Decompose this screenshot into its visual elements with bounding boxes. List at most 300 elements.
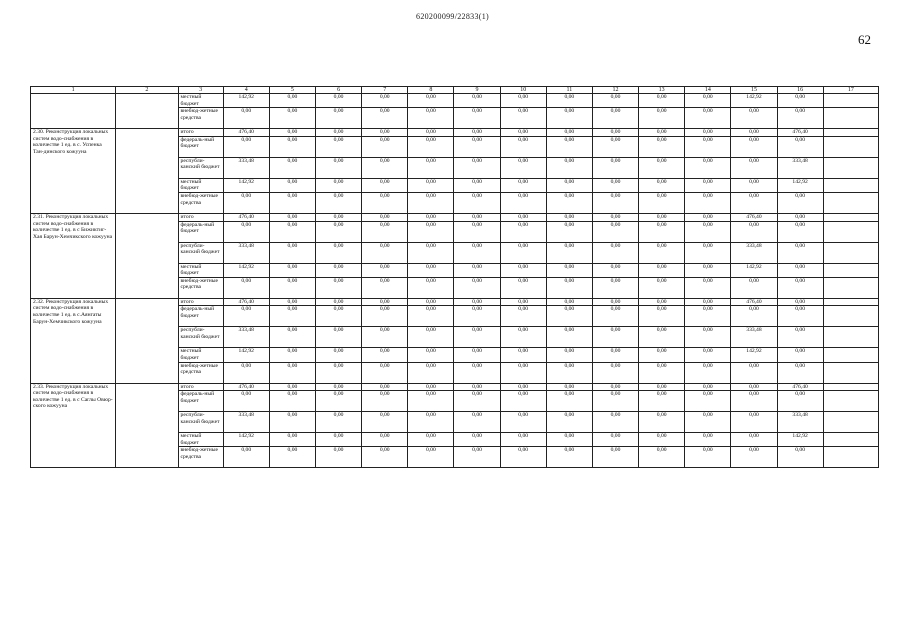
value-cell: 0,00 — [639, 306, 685, 327]
measure-description: 2.31. Реконструкция локальных систем водо-снабжения в количестве 1 ед. в с Бижиктиг-Хая Барун-Хемчикского кожууна — [31, 213, 116, 298]
value-cell: 0,00 — [315, 447, 361, 468]
value-cell: 0,00 — [362, 94, 408, 108]
value-cell: 0,00 — [777, 298, 823, 306]
notes-cell — [823, 277, 878, 298]
value-cell: 0,00 — [685, 383, 731, 391]
value-cell: 0,00 — [685, 391, 731, 412]
value-cell: 0,00 — [592, 178, 638, 192]
value-cell: 0,00 — [408, 242, 454, 263]
value-cell: 0,00 — [315, 362, 361, 383]
value-cell: 0,00 — [546, 242, 592, 263]
table-row — [31, 129, 879, 137]
value-cell: 0,00 — [500, 327, 546, 348]
value-cell: 0,00 — [315, 412, 361, 433]
value-cell: 0,00 — [315, 129, 361, 137]
funding-source: республи-канский бюджет — [178, 242, 223, 263]
value-cell: 0,00 — [500, 108, 546, 129]
value-cell: 0,00 — [454, 348, 500, 362]
funding-source: внебюд-жетные средства — [178, 447, 223, 468]
value-cell: 0,00 — [685, 108, 731, 129]
column-number: 2 — [116, 87, 178, 94]
value-cell: 0,00 — [731, 391, 777, 412]
value-cell: 0,00 — [408, 108, 454, 129]
value-cell: 0,00 — [315, 433, 361, 447]
value-cell: 0,00 — [500, 192, 546, 213]
value-cell: 0,00 — [592, 129, 638, 137]
value-cell: 0,00 — [777, 306, 823, 327]
value-cell: 0,00 — [777, 213, 823, 221]
value-cell: 0,00 — [223, 192, 269, 213]
value-cell: 333,48 — [731, 327, 777, 348]
notes-cell — [823, 221, 878, 242]
value-cell: 0,00 — [408, 327, 454, 348]
column-number: 17 — [823, 87, 878, 94]
value-cell: 0,00 — [592, 213, 638, 221]
value-cell: 0,00 — [592, 136, 638, 157]
value-cell: 0,00 — [500, 213, 546, 221]
notes-cell — [823, 306, 878, 327]
value-cell: 0,00 — [685, 213, 731, 221]
value-cell: 0,00 — [408, 129, 454, 137]
value-cell: 0,00 — [269, 221, 315, 242]
value-cell: 0,00 — [546, 277, 592, 298]
value-cell: 0,00 — [408, 277, 454, 298]
value-cell: 0,00 — [315, 327, 361, 348]
value-cell: 0,00 — [362, 327, 408, 348]
budget-table — [30, 86, 879, 468]
value-cell: 0,00 — [454, 242, 500, 263]
value-cell: 142,92 — [223, 348, 269, 362]
value-cell: 0,00 — [546, 447, 592, 468]
value-cell: 0,00 — [408, 447, 454, 468]
value-cell: 0,00 — [685, 362, 731, 383]
value-cell: 0,00 — [408, 348, 454, 362]
value-cell: 0,00 — [777, 192, 823, 213]
column-number: 3 — [178, 87, 223, 94]
value-cell: 0,00 — [639, 362, 685, 383]
value-cell: 0,00 — [639, 108, 685, 129]
executor-cell — [116, 94, 178, 129]
value-cell: 333,48 — [223, 157, 269, 178]
value-cell: 476,40 — [777, 129, 823, 137]
value-cell: 0,00 — [777, 277, 823, 298]
value-cell: 0,00 — [685, 263, 731, 277]
value-cell: 0,00 — [546, 108, 592, 129]
value-cell: 0,00 — [454, 433, 500, 447]
value-cell: 0,00 — [592, 348, 638, 362]
value-cell: 0,00 — [592, 157, 638, 178]
funding-source: внебюд-жетные средства — [178, 362, 223, 383]
page-number: 62 — [858, 32, 871, 47]
value-cell: 0,00 — [500, 383, 546, 391]
measure-description — [31, 94, 116, 129]
value-cell: 0,00 — [685, 306, 731, 327]
value-cell: 0,00 — [500, 306, 546, 327]
value-cell: 0,00 — [408, 192, 454, 213]
value-cell: 0,00 — [777, 447, 823, 468]
value-cell: 0,00 — [269, 412, 315, 433]
value-cell: 476,40 — [223, 213, 269, 221]
value-cell: 0,00 — [269, 242, 315, 263]
value-cell: 0,00 — [454, 157, 500, 178]
value-cell: 0,00 — [777, 221, 823, 242]
funding-source: федераль-ный бюджет — [178, 136, 223, 157]
value-cell: 0,00 — [269, 213, 315, 221]
value-cell: 0,00 — [777, 362, 823, 383]
value-cell: 476,40 — [223, 298, 269, 306]
value-cell: 142,92 — [731, 94, 777, 108]
value-cell: 0,00 — [639, 221, 685, 242]
funding-source: внебюд-жетные средства — [178, 192, 223, 213]
value-cell: 0,00 — [546, 391, 592, 412]
value-cell: 0,00 — [454, 298, 500, 306]
value-cell: 476,40 — [731, 213, 777, 221]
value-cell: 0,00 — [546, 157, 592, 178]
value-cell: 0,00 — [362, 136, 408, 157]
notes-cell — [823, 348, 878, 362]
value-cell: 0,00 — [454, 178, 500, 192]
value-cell: 0,00 — [639, 263, 685, 277]
value-cell: 0,00 — [592, 263, 638, 277]
value-cell: 0,00 — [500, 263, 546, 277]
value-cell: 142,92 — [223, 433, 269, 447]
value-cell: 0,00 — [546, 298, 592, 306]
value-cell: 0,00 — [777, 242, 823, 263]
value-cell: 142,92 — [731, 348, 777, 362]
notes-cell — [823, 108, 878, 129]
value-cell: 0,00 — [592, 391, 638, 412]
value-cell: 0,00 — [454, 362, 500, 383]
value-cell: 0,00 — [454, 391, 500, 412]
value-cell: 0,00 — [592, 298, 638, 306]
value-cell: 0,00 — [500, 391, 546, 412]
value-cell: 0,00 — [592, 383, 638, 391]
notes-cell — [823, 263, 878, 277]
value-cell: 0,00 — [362, 362, 408, 383]
value-cell: 0,00 — [546, 327, 592, 348]
value-cell: 0,00 — [731, 306, 777, 327]
value-cell: 0,00 — [500, 412, 546, 433]
value-cell: 0,00 — [269, 129, 315, 137]
funding-source: местный бюджет — [178, 178, 223, 192]
value-cell: 142,92 — [223, 94, 269, 108]
value-cell: 0,00 — [546, 94, 592, 108]
value-cell: 0,00 — [269, 192, 315, 213]
value-cell: 0,00 — [408, 383, 454, 391]
value-cell: 0,00 — [685, 129, 731, 137]
value-cell: 0,00 — [685, 136, 731, 157]
notes-cell — [823, 412, 878, 433]
executor-cell — [116, 213, 178, 298]
value-cell: 0,00 — [639, 447, 685, 468]
value-cell: 333,48 — [777, 157, 823, 178]
table-row — [31, 383, 879, 391]
value-cell: 0,00 — [685, 94, 731, 108]
value-cell: 0,00 — [223, 136, 269, 157]
value-cell: 0,00 — [639, 94, 685, 108]
value-cell: 0,00 — [685, 327, 731, 348]
value-cell: 0,00 — [454, 327, 500, 348]
value-cell: 142,92 — [777, 178, 823, 192]
executor-cell — [116, 383, 178, 468]
funding-source: федераль-ный бюджет — [178, 391, 223, 412]
value-cell: 0,00 — [362, 178, 408, 192]
notes-cell — [823, 213, 878, 221]
value-cell: 0,00 — [685, 298, 731, 306]
column-number-row — [31, 87, 879, 94]
value-cell: 0,00 — [454, 213, 500, 221]
value-cell: 0,00 — [685, 412, 731, 433]
value-cell: 0,00 — [315, 242, 361, 263]
value-cell: 0,00 — [685, 242, 731, 263]
value-cell: 0,00 — [362, 129, 408, 137]
value-cell: 0,00 — [408, 362, 454, 383]
value-cell: 0,00 — [731, 383, 777, 391]
value-cell: 0,00 — [500, 348, 546, 362]
value-cell: 0,00 — [731, 433, 777, 447]
value-cell: 0,00 — [500, 94, 546, 108]
value-cell: 0,00 — [639, 213, 685, 221]
measure-description: 2.33. Реконструкция локальных систем водо-снабжения в количестве 1 ед. в с Саглы Овюр-ского кожууна — [31, 383, 116, 468]
value-cell: 0,00 — [454, 136, 500, 157]
value-cell: 0,00 — [685, 157, 731, 178]
value-cell: 0,00 — [315, 391, 361, 412]
value-cell: 0,00 — [315, 94, 361, 108]
value-cell: 0,00 — [315, 213, 361, 221]
notes-cell — [823, 383, 878, 391]
value-cell: 0,00 — [546, 433, 592, 447]
value-cell: 142,92 — [731, 263, 777, 277]
funding-source: итого — [178, 213, 223, 221]
value-cell: 0,00 — [592, 94, 638, 108]
funding-source: местный бюджет — [178, 348, 223, 362]
value-cell: 0,00 — [454, 129, 500, 137]
notes-cell — [823, 327, 878, 348]
value-cell: 0,00 — [408, 298, 454, 306]
value-cell: 0,00 — [223, 108, 269, 129]
value-cell: 0,00 — [223, 391, 269, 412]
value-cell: 0,00 — [454, 221, 500, 242]
value-cell: 0,00 — [546, 348, 592, 362]
value-cell: 0,00 — [546, 362, 592, 383]
value-cell: 0,00 — [685, 277, 731, 298]
value-cell: 0,00 — [362, 221, 408, 242]
value-cell: 0,00 — [731, 362, 777, 383]
value-cell: 476,40 — [223, 129, 269, 137]
notes-cell — [823, 136, 878, 157]
value-cell: 0,00 — [546, 213, 592, 221]
value-cell: 0,00 — [315, 277, 361, 298]
value-cell: 0,00 — [454, 108, 500, 129]
value-cell: 0,00 — [777, 263, 823, 277]
value-cell: 0,00 — [639, 298, 685, 306]
value-cell: 0,00 — [362, 433, 408, 447]
value-cell: 0,00 — [500, 433, 546, 447]
funding-source: внебюд-жетные средства — [178, 108, 223, 129]
value-cell: 0,00 — [592, 108, 638, 129]
value-cell: 142,92 — [777, 433, 823, 447]
value-cell: 0,00 — [639, 383, 685, 391]
value-cell: 0,00 — [362, 192, 408, 213]
value-cell: 0,00 — [315, 306, 361, 327]
value-cell: 0,00 — [731, 136, 777, 157]
column-number: 15 — [731, 87, 777, 94]
value-cell: 0,00 — [685, 447, 731, 468]
value-cell: 0,00 — [731, 412, 777, 433]
value-cell: 0,00 — [362, 298, 408, 306]
value-cell: 0,00 — [315, 221, 361, 242]
value-cell: 0,00 — [592, 362, 638, 383]
value-cell: 0,00 — [731, 192, 777, 213]
value-cell: 0,00 — [546, 383, 592, 391]
value-cell: 0,00 — [408, 391, 454, 412]
value-cell: 0,00 — [408, 306, 454, 327]
measure-description: 2.32. Реконструкция локальных систем водо-снабжения в количестве 1 ед. в с.Аянгаты Барун-Хемчикского кожууна — [31, 298, 116, 383]
value-cell: 0,00 — [269, 263, 315, 277]
value-cell: 0,00 — [777, 94, 823, 108]
value-cell: 0,00 — [269, 327, 315, 348]
value-cell: 0,00 — [731, 108, 777, 129]
value-cell: 0,00 — [500, 298, 546, 306]
value-cell: 0,00 — [592, 327, 638, 348]
value-cell: 0,00 — [685, 433, 731, 447]
value-cell: 0,00 — [592, 447, 638, 468]
value-cell: 0,00 — [731, 157, 777, 178]
notes-cell — [823, 129, 878, 137]
value-cell: 333,48 — [223, 327, 269, 348]
notes-cell — [823, 433, 878, 447]
value-cell: 0,00 — [408, 94, 454, 108]
value-cell: 142,92 — [223, 178, 269, 192]
column-number: 11 — [546, 87, 592, 94]
value-cell: 0,00 — [500, 277, 546, 298]
value-cell: 0,00 — [408, 412, 454, 433]
funding-source: внебюд-жетные средства — [178, 277, 223, 298]
value-cell: 0,00 — [315, 157, 361, 178]
value-cell: 0,00 — [315, 136, 361, 157]
value-cell: 0,00 — [315, 348, 361, 362]
value-cell: 0,00 — [269, 433, 315, 447]
value-cell: 0,00 — [454, 192, 500, 213]
value-cell: 0,00 — [223, 306, 269, 327]
value-cell: 0,00 — [500, 129, 546, 137]
value-cell: 0,00 — [500, 362, 546, 383]
value-cell: 0,00 — [362, 447, 408, 468]
value-cell: 0,00 — [408, 213, 454, 221]
value-cell: 0,00 — [223, 447, 269, 468]
notes-cell — [823, 242, 878, 263]
value-cell: 0,00 — [315, 178, 361, 192]
value-cell: 333,48 — [731, 242, 777, 263]
value-cell: 0,00 — [269, 348, 315, 362]
notes-cell — [823, 157, 878, 178]
value-cell: 0,00 — [685, 192, 731, 213]
funding-source: местный бюджет — [178, 263, 223, 277]
value-cell: 0,00 — [592, 221, 638, 242]
column-number: 16 — [777, 87, 823, 94]
value-cell: 0,00 — [500, 447, 546, 468]
value-cell: 0,00 — [592, 306, 638, 327]
value-cell: 0,00 — [454, 94, 500, 108]
funding-source: федераль-ный бюджет — [178, 221, 223, 242]
value-cell: 0,00 — [777, 136, 823, 157]
value-cell: 0,00 — [685, 178, 731, 192]
column-number: 5 — [269, 87, 315, 94]
value-cell: 0,00 — [269, 298, 315, 306]
value-cell: 0,00 — [408, 221, 454, 242]
value-cell: 0,00 — [546, 263, 592, 277]
value-cell: 0,00 — [639, 391, 685, 412]
value-cell: 476,40 — [777, 383, 823, 391]
column-number: 4 — [223, 87, 269, 94]
column-number: 13 — [639, 87, 685, 94]
value-cell: 0,00 — [592, 433, 638, 447]
value-cell: 0,00 — [223, 277, 269, 298]
value-cell: 0,00 — [592, 277, 638, 298]
funding-source: местный бюджет — [178, 433, 223, 447]
value-cell: 0,00 — [777, 391, 823, 412]
notes-cell — [823, 447, 878, 468]
value-cell: 0,00 — [269, 178, 315, 192]
value-cell: 0,00 — [639, 348, 685, 362]
value-cell: 0,00 — [454, 383, 500, 391]
value-cell: 0,00 — [408, 263, 454, 277]
value-cell: 0,00 — [269, 306, 315, 327]
value-cell: 0,00 — [269, 383, 315, 391]
value-cell: 333,48 — [223, 412, 269, 433]
notes-cell — [823, 94, 878, 108]
value-cell: 0,00 — [315, 192, 361, 213]
value-cell: 0,00 — [408, 136, 454, 157]
column-number: 14 — [685, 87, 731, 94]
value-cell: 0,00 — [362, 383, 408, 391]
value-cell: 0,00 — [639, 192, 685, 213]
measure-description: 2.30. Реконструкция локальных систем водо-снабжения в количестве 1 ед. в с. Успенка Тан-динского кожууна — [31, 129, 116, 214]
funding-source: республи-канский бюджет — [178, 157, 223, 178]
value-cell: 0,00 — [315, 383, 361, 391]
value-cell: 0,00 — [639, 136, 685, 157]
value-cell: 0,00 — [454, 447, 500, 468]
notes-cell — [823, 178, 878, 192]
funding-source: местный бюджет — [178, 94, 223, 108]
value-cell: 0,00 — [592, 242, 638, 263]
executor-cell — [116, 129, 178, 214]
value-cell: 0,00 — [223, 221, 269, 242]
value-cell: 0,00 — [269, 157, 315, 178]
funding-source: республи-канский бюджет — [178, 327, 223, 348]
value-cell: 0,00 — [315, 263, 361, 277]
table-row — [31, 298, 879, 306]
value-cell: 0,00 — [408, 433, 454, 447]
value-cell: 0,00 — [500, 242, 546, 263]
value-cell: 0,00 — [777, 108, 823, 129]
value-cell: 0,00 — [592, 412, 638, 433]
value-cell: 0,00 — [685, 348, 731, 362]
value-cell: 0,00 — [223, 362, 269, 383]
value-cell: 0,00 — [269, 391, 315, 412]
value-cell: 0,00 — [546, 129, 592, 137]
value-cell: 0,00 — [269, 108, 315, 129]
value-cell: 0,00 — [269, 136, 315, 157]
value-cell: 333,48 — [223, 242, 269, 263]
column-number: 1 — [31, 87, 116, 94]
column-number: 12 — [592, 87, 638, 94]
value-cell: 0,00 — [639, 433, 685, 447]
value-cell: 0,00 — [546, 412, 592, 433]
value-cell: 0,00 — [362, 157, 408, 178]
value-cell: 0,00 — [362, 108, 408, 129]
value-cell: 0,00 — [269, 277, 315, 298]
